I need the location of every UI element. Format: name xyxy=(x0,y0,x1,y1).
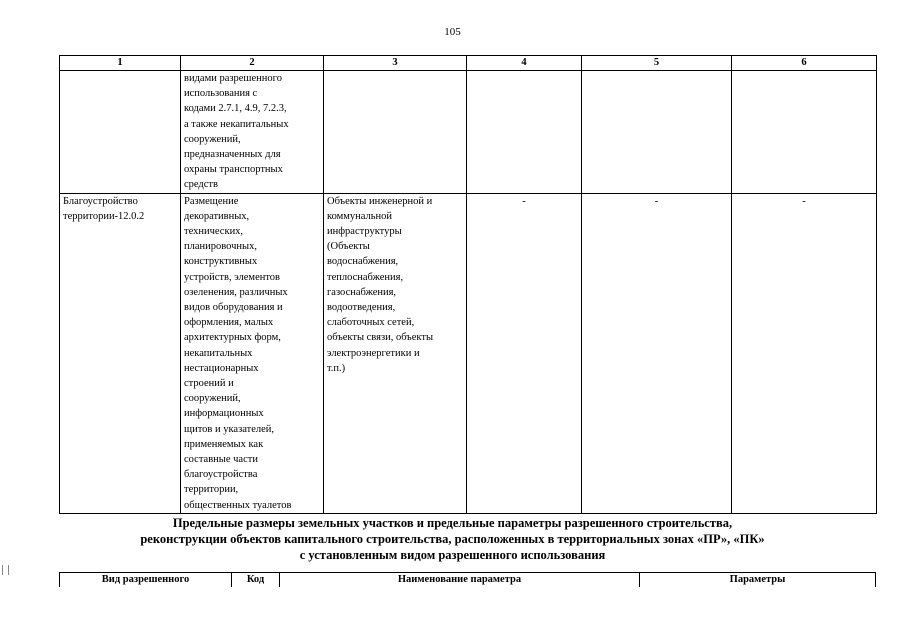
table-cell-line: нестационарных xyxy=(184,362,259,374)
table-cell-line: строений и xyxy=(184,378,234,390)
table-cell-line: некапитальных xyxy=(184,347,253,359)
table-cell-line: общественных туалетов xyxy=(184,499,292,511)
table-cell-line: охраны транспортных xyxy=(184,164,283,176)
table-cell-line: декоративных, xyxy=(184,210,250,222)
table-cell-line: кодами 2.7.1, 4.9, 7.2.3, xyxy=(184,103,287,115)
column-header-parameter-name: Наименование параметра xyxy=(280,573,640,588)
heading-line-2: реконструкции объектов капитального строительства, расположенных в территориальных зонах «ПР», «ПК» xyxy=(140,532,765,546)
row2-col1 xyxy=(60,193,181,513)
heading-line-3: с установленным видом разрешенного использования xyxy=(299,548,606,562)
column-header-5: 5 xyxy=(582,56,732,71)
table-cell-line: видами разрешенного xyxy=(184,73,282,84)
table-cell-line: территории, xyxy=(184,484,239,496)
table-cell-line: (Объекты xyxy=(327,241,370,253)
table-cell-line: озеленения, различных xyxy=(184,286,288,298)
row1-col5 xyxy=(582,71,732,194)
table-cell-line: применяемых как xyxy=(184,438,264,450)
table-cell-line: использования с xyxy=(184,88,258,100)
row2-col3 xyxy=(324,193,467,513)
table-cell-line: теплоснабжения, xyxy=(327,271,404,283)
page-number: 105 xyxy=(444,26,461,38)
table-cell-line: архитектурных форм, xyxy=(184,332,281,344)
row2-col6: - xyxy=(732,193,877,513)
table-cell-line: объекты связи, объекты xyxy=(327,332,434,344)
table-cell-line: информационных xyxy=(184,408,264,420)
table-cell-line: сооружений, xyxy=(184,133,241,145)
table-cell-line: газоснабжения, xyxy=(327,286,397,298)
table-cell-line: Объекты инженерной и xyxy=(327,195,433,207)
table-header-row xyxy=(60,56,877,71)
zoning-table xyxy=(59,55,877,514)
column-header-parameters: Параметры xyxy=(640,573,876,588)
table-cell-line: электроэнергетики и xyxy=(327,347,420,359)
row2-col4: - xyxy=(467,193,582,513)
row1-col1 xyxy=(60,71,181,194)
column-header-use-type: Вид разрешенного xyxy=(60,573,232,588)
table-cell-line: Размещение xyxy=(184,195,239,207)
table-cell-line: щитов и указателей, xyxy=(184,423,275,435)
table-cell-line: водоснабжения, xyxy=(327,256,399,268)
parameters-table xyxy=(59,572,876,587)
column-header-6: 6 xyxy=(732,56,877,71)
table-cell-line: оформления, малых xyxy=(184,317,274,329)
table-row xyxy=(60,193,877,513)
table-cell-line: предназначенных для xyxy=(184,149,281,161)
table-cell-line: водоотведения, xyxy=(327,302,396,314)
table-cell-line: благоустройства xyxy=(184,469,258,481)
table-cell-line: т.п.) xyxy=(327,362,346,374)
table-cell-line: планировочных, xyxy=(184,241,257,253)
row1-col2 xyxy=(181,71,324,194)
row1-col6 xyxy=(732,71,877,194)
column-header-2: 2 xyxy=(181,56,324,71)
table-cell-line: территории-12.0.2 xyxy=(63,210,145,222)
row2-col5: - xyxy=(582,193,732,513)
table-cell-line: Благоустройство xyxy=(63,195,138,207)
table-header-row xyxy=(60,573,876,588)
row1-col4 xyxy=(467,71,582,194)
table-cell-line: сооружений, xyxy=(184,393,241,405)
table-cell-line: технических, xyxy=(184,226,244,238)
table-cell-line: средств xyxy=(184,179,218,191)
table-cell-line: слаботочных сетей, xyxy=(327,317,415,329)
column-header-4: 4 xyxy=(467,56,582,71)
row1-col3 xyxy=(324,71,467,194)
column-header-3: 3 xyxy=(324,56,467,71)
table-cell-line: составные части xyxy=(184,454,258,466)
table-cell-line: конструктивных xyxy=(184,256,258,268)
row2-col2 xyxy=(181,193,324,513)
table-cell-line: инфраструктуры xyxy=(327,226,402,238)
scan-edge-mark xyxy=(2,565,9,575)
column-header-1: 1 xyxy=(60,56,181,71)
table-row xyxy=(60,71,877,194)
section-heading xyxy=(0,515,905,563)
table-cell-line: коммунальной xyxy=(327,210,393,222)
table-cell-line: видов оборудования и xyxy=(184,302,283,314)
table-cell-line: устройств, элементов xyxy=(184,271,281,283)
heading-line-1: Предельные размеры земельных участков и предельные параметры разрешенного строительства, xyxy=(172,516,733,530)
column-header-code: Код xyxy=(232,573,280,588)
table-cell-line: а также некапитальных xyxy=(184,118,289,130)
